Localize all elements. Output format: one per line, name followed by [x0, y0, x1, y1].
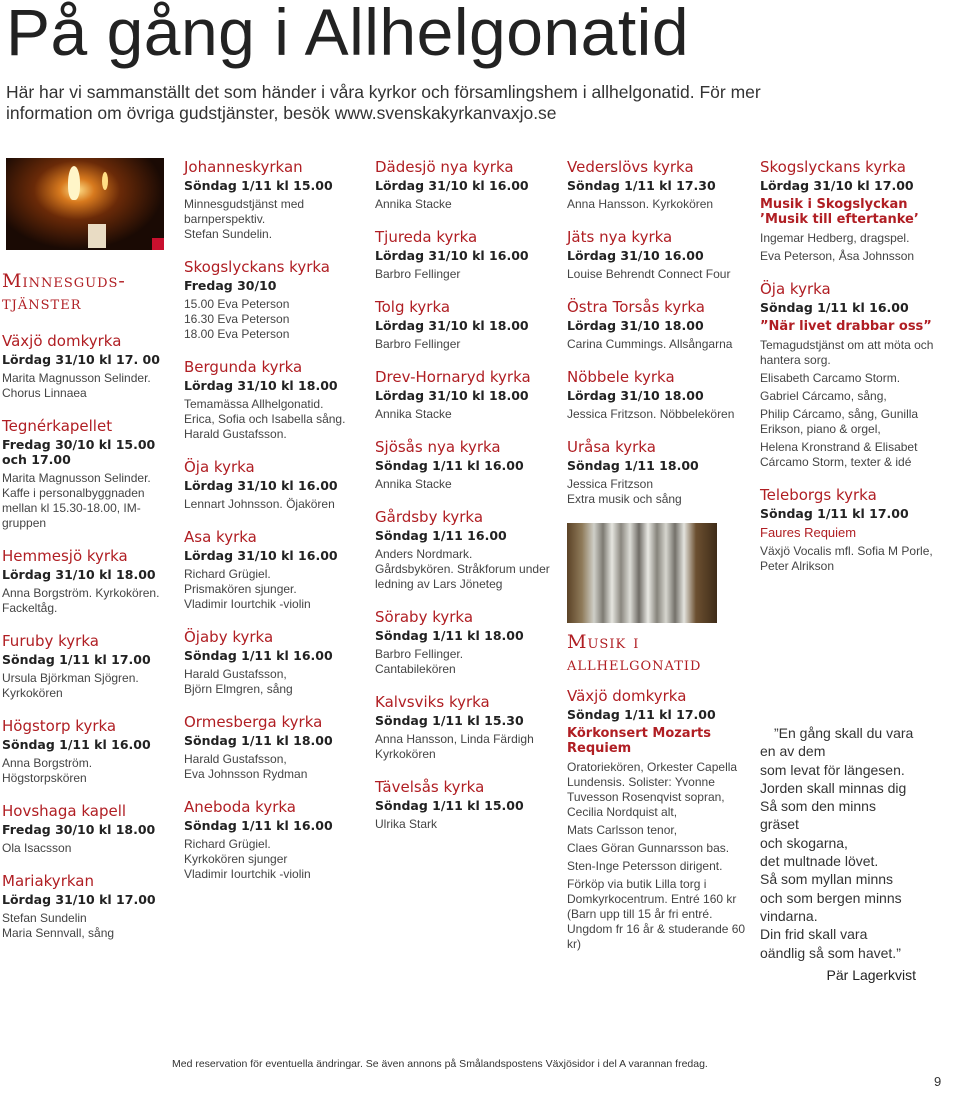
event-time: Lördag 31/10 kl 18.00 [184, 378, 338, 393]
event-time: Lördag 31/10 kl 16.00 [375, 178, 529, 193]
description-line: Barbro Fellinger. [375, 647, 464, 661]
description-line: Barbro Fellinger [375, 337, 461, 351]
poem-line: en av dem [760, 743, 826, 760]
footnote: Med reservation för eventuella ändringar. Se även annons på Smålandspostens Växjösidor i del A varannan fredag. [172, 1058, 708, 1070]
description-line: Chorus Linnaea [2, 386, 87, 400]
event-item [760, 158, 956, 264]
event-time: Lördag 31/10 kl 17.00 [760, 178, 914, 193]
poem-line: Din frid skall vara [760, 926, 868, 943]
church-name: Hemmesjö kyrka [2, 547, 128, 565]
poem-line: och skogarna, [760, 834, 848, 851]
description-line: Richard Grügiel. [184, 837, 271, 851]
event-description [567, 407, 752, 422]
page-number: 9 [934, 1074, 942, 1089]
description-line: Anna Hansson, Linda Färdigh [375, 732, 534, 746]
description-line: Minnesgudstjänst med barnperspektiv. [184, 197, 305, 226]
description-line: Harald Gustafsson, [184, 667, 287, 681]
event-time: Lördag 31/10 kl 17.00 [2, 892, 156, 907]
description-line: Anna Borgström. Kyrkokören. Fackeltåg. [2, 586, 160, 615]
event-description [184, 667, 364, 697]
church-name: Aneboda kyrka [184, 798, 296, 816]
event-item [567, 228, 752, 282]
event-description [375, 477, 555, 492]
poem [760, 724, 956, 984]
description-line: Extra musik och sång [567, 492, 682, 506]
text-line: Philip Cárcamo, sång, Gunilla Erikson, piano & orgel, [760, 407, 919, 436]
church-name: Tjureda kyrka [375, 228, 478, 246]
description-line: 18.00 Eva Peterson [184, 327, 290, 341]
event-description [2, 471, 170, 531]
description-line: Ursula Björkman Sjögren. Kyrkokören [2, 671, 139, 700]
organ-pipes-photo [567, 523, 717, 623]
description-line: Anders Nordmark. [375, 547, 473, 561]
event-description [184, 497, 364, 512]
intro-text: Här har vi sammanställt det som händer i våra kyrkor och församlingshem i allhelgonatid. För mer information om övriga gudstjänster, besök www.svenskakyrkanvaxjo.se [6, 82, 761, 123]
text-line: Ingemar Hedberg, dragspel. [760, 231, 910, 245]
poem-line: oändlig så som havet.” [760, 944, 901, 961]
event-time: Lördag 31/10 kl 16.00 [184, 548, 338, 563]
event-item [2, 417, 170, 531]
event-time: Lördag 31/10 kl 16.00 [184, 478, 338, 493]
event-item [760, 280, 956, 470]
description-line: Annika Stacke [375, 197, 452, 211]
event-time: Lördag 31/10 kl 18.00 [375, 318, 529, 333]
event-time: Lördag 31/10 18.00 [567, 318, 704, 333]
event-description [184, 752, 364, 782]
description-line: Anna Hansson. Kyrkokören [567, 197, 714, 211]
column-1 [2, 158, 170, 957]
description-line: Eva Johnsson Rydman [184, 767, 308, 781]
event-item [184, 458, 364, 512]
event-item [2, 872, 170, 941]
description-line: Harald Gustafsson. [184, 427, 287, 441]
church-name: Växjö domkyrka [567, 687, 687, 705]
event-description [2, 586, 170, 616]
event-description [375, 337, 555, 352]
description-line: Annika Stacke [375, 407, 452, 421]
event-description [375, 647, 555, 677]
church-name: Öja kyrka [184, 458, 255, 476]
event-description [2, 756, 170, 786]
church-name: Tegnérkapellet [2, 417, 113, 435]
event-time: Söndag 1/11 kl 16.00 [375, 458, 524, 473]
poem-line: som levat för längesen. [760, 761, 905, 778]
event-time: Söndag 1/11 kl 15.30 [375, 713, 524, 728]
poem-line: ”En gång skall du vara [774, 725, 914, 741]
event-item [184, 713, 364, 782]
church-name: Kalvsviks kyrka [375, 693, 490, 711]
church-name: Drev-Hornaryd kyrka [375, 368, 531, 386]
church-name: Östra Torsås kyrka [567, 298, 705, 316]
event-item [375, 228, 555, 282]
event-list [567, 158, 752, 507]
event-description [567, 267, 752, 282]
text-line: Claes Göran Gunnarsson bas. [567, 841, 730, 855]
event-description [375, 197, 555, 212]
text-line: Gabriel Cárcamo, sång, [760, 389, 887, 403]
description-line: Gårdsbykören. Stråkforum under ledning av Lars Jöneteg [375, 562, 550, 591]
event-item [184, 628, 364, 697]
event-description [567, 337, 752, 352]
event-time: Söndag 1/11 kl 17.00 [2, 652, 151, 667]
event-title: Musik i Skogslyckan ’Musik till eftertanke’ [760, 197, 919, 227]
event-item [184, 798, 364, 882]
column-2 [184, 158, 364, 898]
church-name: Jäts nya kyrka [567, 228, 673, 246]
event-time: Söndag 1/11 kl 17.00 [567, 707, 716, 722]
event-time: Lördag 31/10 18.00 [567, 388, 704, 403]
event-description [760, 231, 956, 264]
event-item [375, 508, 555, 592]
poem-text [760, 724, 956, 962]
event-description [2, 841, 170, 856]
column-3 [375, 158, 555, 848]
church-name: Öjaby kyrka [184, 628, 274, 646]
church-name: Växjö domkyrka [2, 332, 122, 350]
event-time: Söndag 1/11 kl 16.00 [760, 300, 909, 315]
church-name: Ormesberga kyrka [184, 713, 323, 731]
poem-author: Pär Lagerkvist [826, 966, 916, 983]
church-name: Gårdsby kyrka [375, 508, 484, 526]
page-title: På gång i Allhelgonatid [6, 0, 690, 69]
text-line: Oratoriekören, Orkester Capella Lundensis. Solister: Yvonne Tuvesson Rosenqvist sopran, Cecilia Nordquist alt, [567, 760, 738, 819]
description-line: Louise Behrendt Connect Four [567, 267, 731, 281]
description-line: Stefan Sundelin. [184, 227, 273, 241]
text-line: Eva Peterson, Åsa Johnsson [760, 249, 915, 263]
church-name: Furuby kyrka [2, 632, 99, 650]
event-time: Fredag 30/10 kl 15.00 och 17.00 [2, 437, 156, 467]
event-list [375, 158, 555, 832]
description-line: Barbro Fellinger [375, 267, 461, 281]
event-item [567, 298, 752, 352]
text-line: Elisabeth Carcamo Storm. [760, 371, 901, 385]
column-4 [567, 158, 752, 968]
text-line: Växjö Vocalis mfl. Sofia M Porle, Peter Alrikson [760, 544, 933, 573]
event-list [2, 332, 170, 941]
church-name: Johanneskyrkan [184, 158, 303, 176]
event-time: Söndag 1/11 kl 16.00 [184, 818, 333, 833]
event-item [567, 438, 752, 507]
church-name: Skogslyckans kyrka [184, 258, 330, 276]
event-description [567, 760, 752, 952]
description-line: Stefan Sundelin [2, 911, 87, 925]
event-time: Söndag 1/11 kl 17.30 [567, 178, 716, 193]
description-line: Ola Isacsson [2, 841, 72, 855]
event-item [2, 802, 170, 856]
text-line: Mats Carlsson tenor, [567, 823, 678, 837]
event-item [2, 632, 170, 701]
section-heading-minnesgudstjanster: Minnesguds-tjänster [2, 270, 126, 314]
event-item [760, 486, 956, 574]
event-item [184, 528, 364, 612]
event-item [375, 608, 555, 677]
event-time: Söndag 1/11 kl 18.00 [375, 628, 524, 643]
event-time: Fredag 30/10 kl 18.00 [2, 822, 156, 837]
event-title: Faures Requiem [760, 525, 857, 540]
description-line: Kyrkokören sjunger [184, 852, 288, 866]
concert-title: Körkonsert Mozarts Requiem [567, 726, 711, 756]
church-name: Vederslövs kyrka [567, 158, 694, 176]
church-name: Tolg kyrka [375, 298, 451, 316]
description-line: Erica, Sofia och Isabella sång. [184, 412, 346, 426]
event-item [375, 158, 555, 212]
event-description [2, 671, 170, 701]
event-time: Lördag 31/10 kl 16.00 [375, 248, 529, 263]
description-line: Harald Gustafsson, [184, 752, 287, 766]
poem-line: Jorden skall minnas dig [760, 779, 907, 796]
description-line: Anna Borgström. [2, 756, 93, 770]
event-time: Söndag 1/11 16.00 [375, 528, 507, 543]
event-time: Söndag 1/11 kl 16.00 [2, 737, 151, 752]
church-name: Öja kyrka [760, 280, 831, 298]
event-time: Lördag 31/10 kl 18.00 [375, 388, 529, 403]
event-item [2, 717, 170, 786]
event-description [184, 567, 364, 612]
event-item [375, 693, 555, 762]
church-name: Teleborgs kyrka [760, 486, 877, 504]
text-line: Sten-Inge Petersson dirigent. [567, 859, 723, 873]
event-item [375, 298, 555, 352]
event-item [375, 778, 555, 832]
event-description [567, 477, 752, 507]
candle-photo [6, 158, 164, 250]
poem-line: gräset [760, 816, 799, 833]
description-line: Temamässa Allhelgonatid. [184, 397, 324, 411]
event-description [375, 732, 555, 762]
event-time: Lördag 31/10 kl 18.00 [2, 567, 156, 582]
description-line: Prismakören sjunger. [184, 582, 297, 596]
event-time: Lördag 31/10 16.00 [567, 248, 704, 263]
event-description [184, 397, 364, 442]
event-item [184, 158, 364, 242]
church-name: Nöbbele kyrka [567, 368, 675, 386]
description-line: Maria Sennvall, sång [2, 926, 115, 940]
event-time: Söndag 1/11 kl 17.00 [760, 506, 909, 521]
text-line: Temagudstjänst om att möta och hantera sorg. [760, 338, 934, 367]
description-line: Annika Stacke [375, 477, 452, 491]
church-name: Asa kyrka [184, 528, 257, 546]
event-item [567, 368, 752, 422]
event-description [567, 197, 752, 212]
poem-line: Så som myllan minns [760, 871, 894, 888]
description-line: Ulrika Stark [375, 817, 438, 831]
event-item [375, 368, 555, 422]
event-item [375, 438, 555, 492]
event-item [184, 258, 364, 342]
church-name: Sjösås nya kyrka [375, 438, 501, 456]
description-line: 16.30 Eva Peterson [184, 312, 290, 326]
event-description [375, 267, 555, 282]
description-line: Vladimir Iourtchik -violin [184, 867, 311, 881]
church-name: Skogslyckans kyrka [760, 158, 906, 176]
description-line: Jessica Fritzson. Nöbbelekören [567, 407, 735, 421]
event-description [760, 544, 956, 574]
event-time: Söndag 1/11 kl 18.00 [184, 733, 333, 748]
description-line: Kyrkokören [375, 747, 436, 761]
event-description [184, 197, 364, 242]
church-name: Tävelsås kyrka [375, 778, 485, 796]
poem-line: Så som den minns [760, 798, 876, 815]
text-line: Helena Kronstrand & Elisabet Cárcamo Storm, texter & idé [760, 440, 918, 469]
event-item [567, 158, 752, 212]
description-line: Carina Cummings. Allsångarna [567, 337, 733, 351]
church-name: Uråsa kyrka [567, 438, 656, 456]
event-description [760, 338, 956, 470]
description-line: Kaffe i personalbyggnaden mellan kl 15.30-18.00, IM-gruppen [2, 486, 145, 530]
section-heading-musik: Musik i allhelgonatid [567, 631, 702, 675]
poem-line: det multnade lövet. [760, 853, 879, 870]
church-name: Hovshaga kapell [2, 802, 127, 820]
event-description [375, 817, 555, 832]
event-description [375, 547, 555, 592]
event-time: Söndag 1/11 kl 15.00 [375, 798, 524, 813]
column-5 [760, 158, 956, 590]
event-list [184, 158, 364, 882]
event-time: Söndag 1/11 18.00 [567, 458, 699, 473]
description-line: Cantabilekören [375, 662, 456, 676]
description-line: Marita Magnusson Selinder. [2, 371, 151, 385]
description-line: Björn Elmgren, sång [184, 682, 293, 696]
church-name: Bergunda kyrka [184, 358, 303, 376]
description-line: Lennart Johnsson. Öjakören [184, 497, 335, 511]
text-line: Förköp via butik Lilla torg i Domkyrkocentrum. Entré 160 kr (Barn upp till 15 år fri entré. Ungdom fr 16 år & studerande 60 kr) [567, 877, 746, 951]
event-description [375, 407, 555, 422]
description-line: Jessica Fritzson [567, 477, 654, 491]
poem-line: och som bergen minns [760, 889, 902, 906]
event-description [2, 371, 170, 401]
event-item [567, 687, 752, 952]
description-line: Richard Grügiel. [184, 567, 271, 581]
description-line: 15.00 Eva Peterson [184, 297, 290, 311]
event-description [184, 837, 364, 882]
event-time: Lördag 31/10 kl 17. 00 [2, 352, 160, 367]
event-description [2, 911, 170, 941]
poem-line: vindarna. [760, 907, 818, 924]
event-time: Söndag 1/11 kl 16.00 [184, 648, 333, 663]
description-line: Högstorpskören [2, 771, 87, 785]
church-name: Söraby kyrka [375, 608, 474, 626]
church-name: Mariakyrkan [2, 872, 94, 890]
description-line: Vladimir Iourtchik -violin [184, 597, 311, 611]
event-description [184, 297, 364, 342]
event-item [2, 332, 170, 401]
event-item [184, 358, 364, 442]
church-name: Högstorp kyrka [2, 717, 117, 735]
event-item [2, 547, 170, 616]
description-line: Marita Magnusson Selinder. [2, 471, 151, 485]
event-time: Söndag 1/11 kl 15.00 [184, 178, 333, 193]
event-time: Fredag 30/10 [184, 278, 277, 293]
event-title: ”När livet drabbar oss” [760, 319, 932, 334]
church-name: Dädesjö nya kyrka [375, 158, 514, 176]
